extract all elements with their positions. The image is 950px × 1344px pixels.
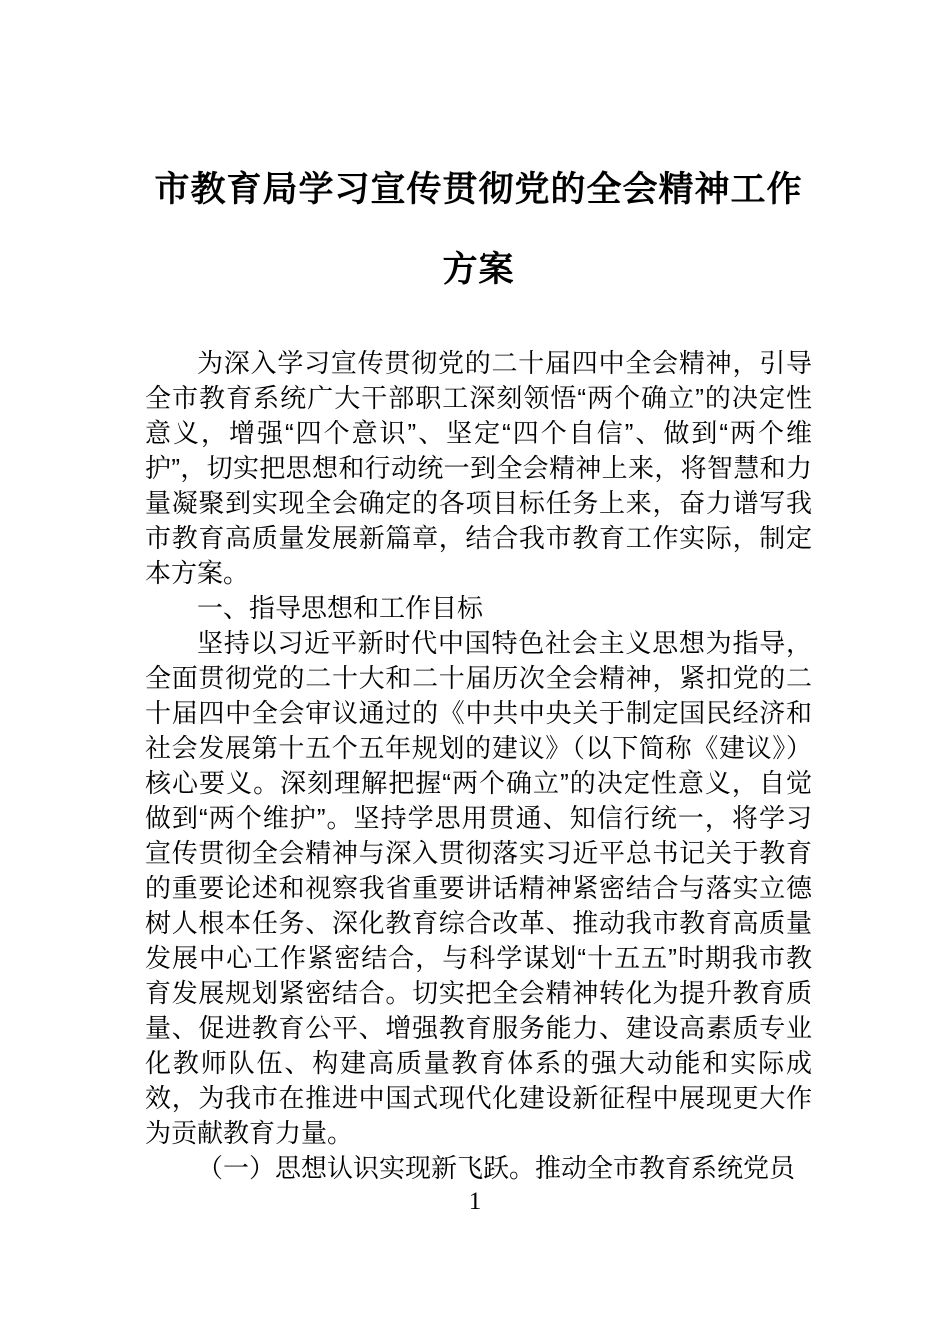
paragraph-intro: 为深入学习宣传贯彻党的二十届四中全会精神，引导全市教育系统广大干部职工深刻领悟“两个确立”的决定性意义，增强“四个意识”、坚定“四个自信”、做到“两个维护”，切实把思想和行动统一到全会精神上来，将智慧和力量凝聚到实现全会确定的各项目标任务上来，奋力谱写我市教育高质量发展新篇章，结合我市教育工作实际，制定本方案。 (145, 348, 812, 588)
document-body (145, 346, 812, 1186)
title-line-2: 方案 (442, 250, 515, 289)
document-title (145, 150, 812, 310)
title-line-1: 市教育局学习宣传贯彻党的全会精神工作 (154, 170, 803, 209)
page-number: 1 (468, 1188, 482, 1215)
section-heading-guiding-ideology: 一、指导思想和工作目标 (197, 593, 484, 623)
paragraph-guiding-ideology: 坚持以习近平新时代中国特色社会主义思想为指导，全面贯彻党的二十大和二十届历次全会精神，紧扣党的二十届四中全会审议通过的《中共中央关于制定国民经济和社会发展第十五个五年规划的建议》（以下简称《建议》）核心要义。深刻理解把握“两个确立”的决定性意义，自觉做到“两个维护”。坚持学思用贯通、知信行统一，将学习宣传贯彻全会精神与深入贯彻落实习近平总书记关于教育的重要论述和视察我省重要讲话精神紧密结合与落实立德树人根本任务、深化教育综合改革、推动我市教育高质量发展中心工作紧密结合，与科学谋划“十五五”时期我市教育发展规划紧密结合。切实把全会精神转化为提升教育质量、促进教育公平、增强教育服务能力、建设高素质专业化教师队伍、构建高质量教育体系的强大动能和实际成效，为我市在推进中国式现代化建设新征程中展现更大作为贡献教育力量。 (145, 628, 812, 1148)
paragraph-subitem-one: （一）思想认识实现新飞跃。推动全市教育系统党员 (197, 1153, 796, 1183)
